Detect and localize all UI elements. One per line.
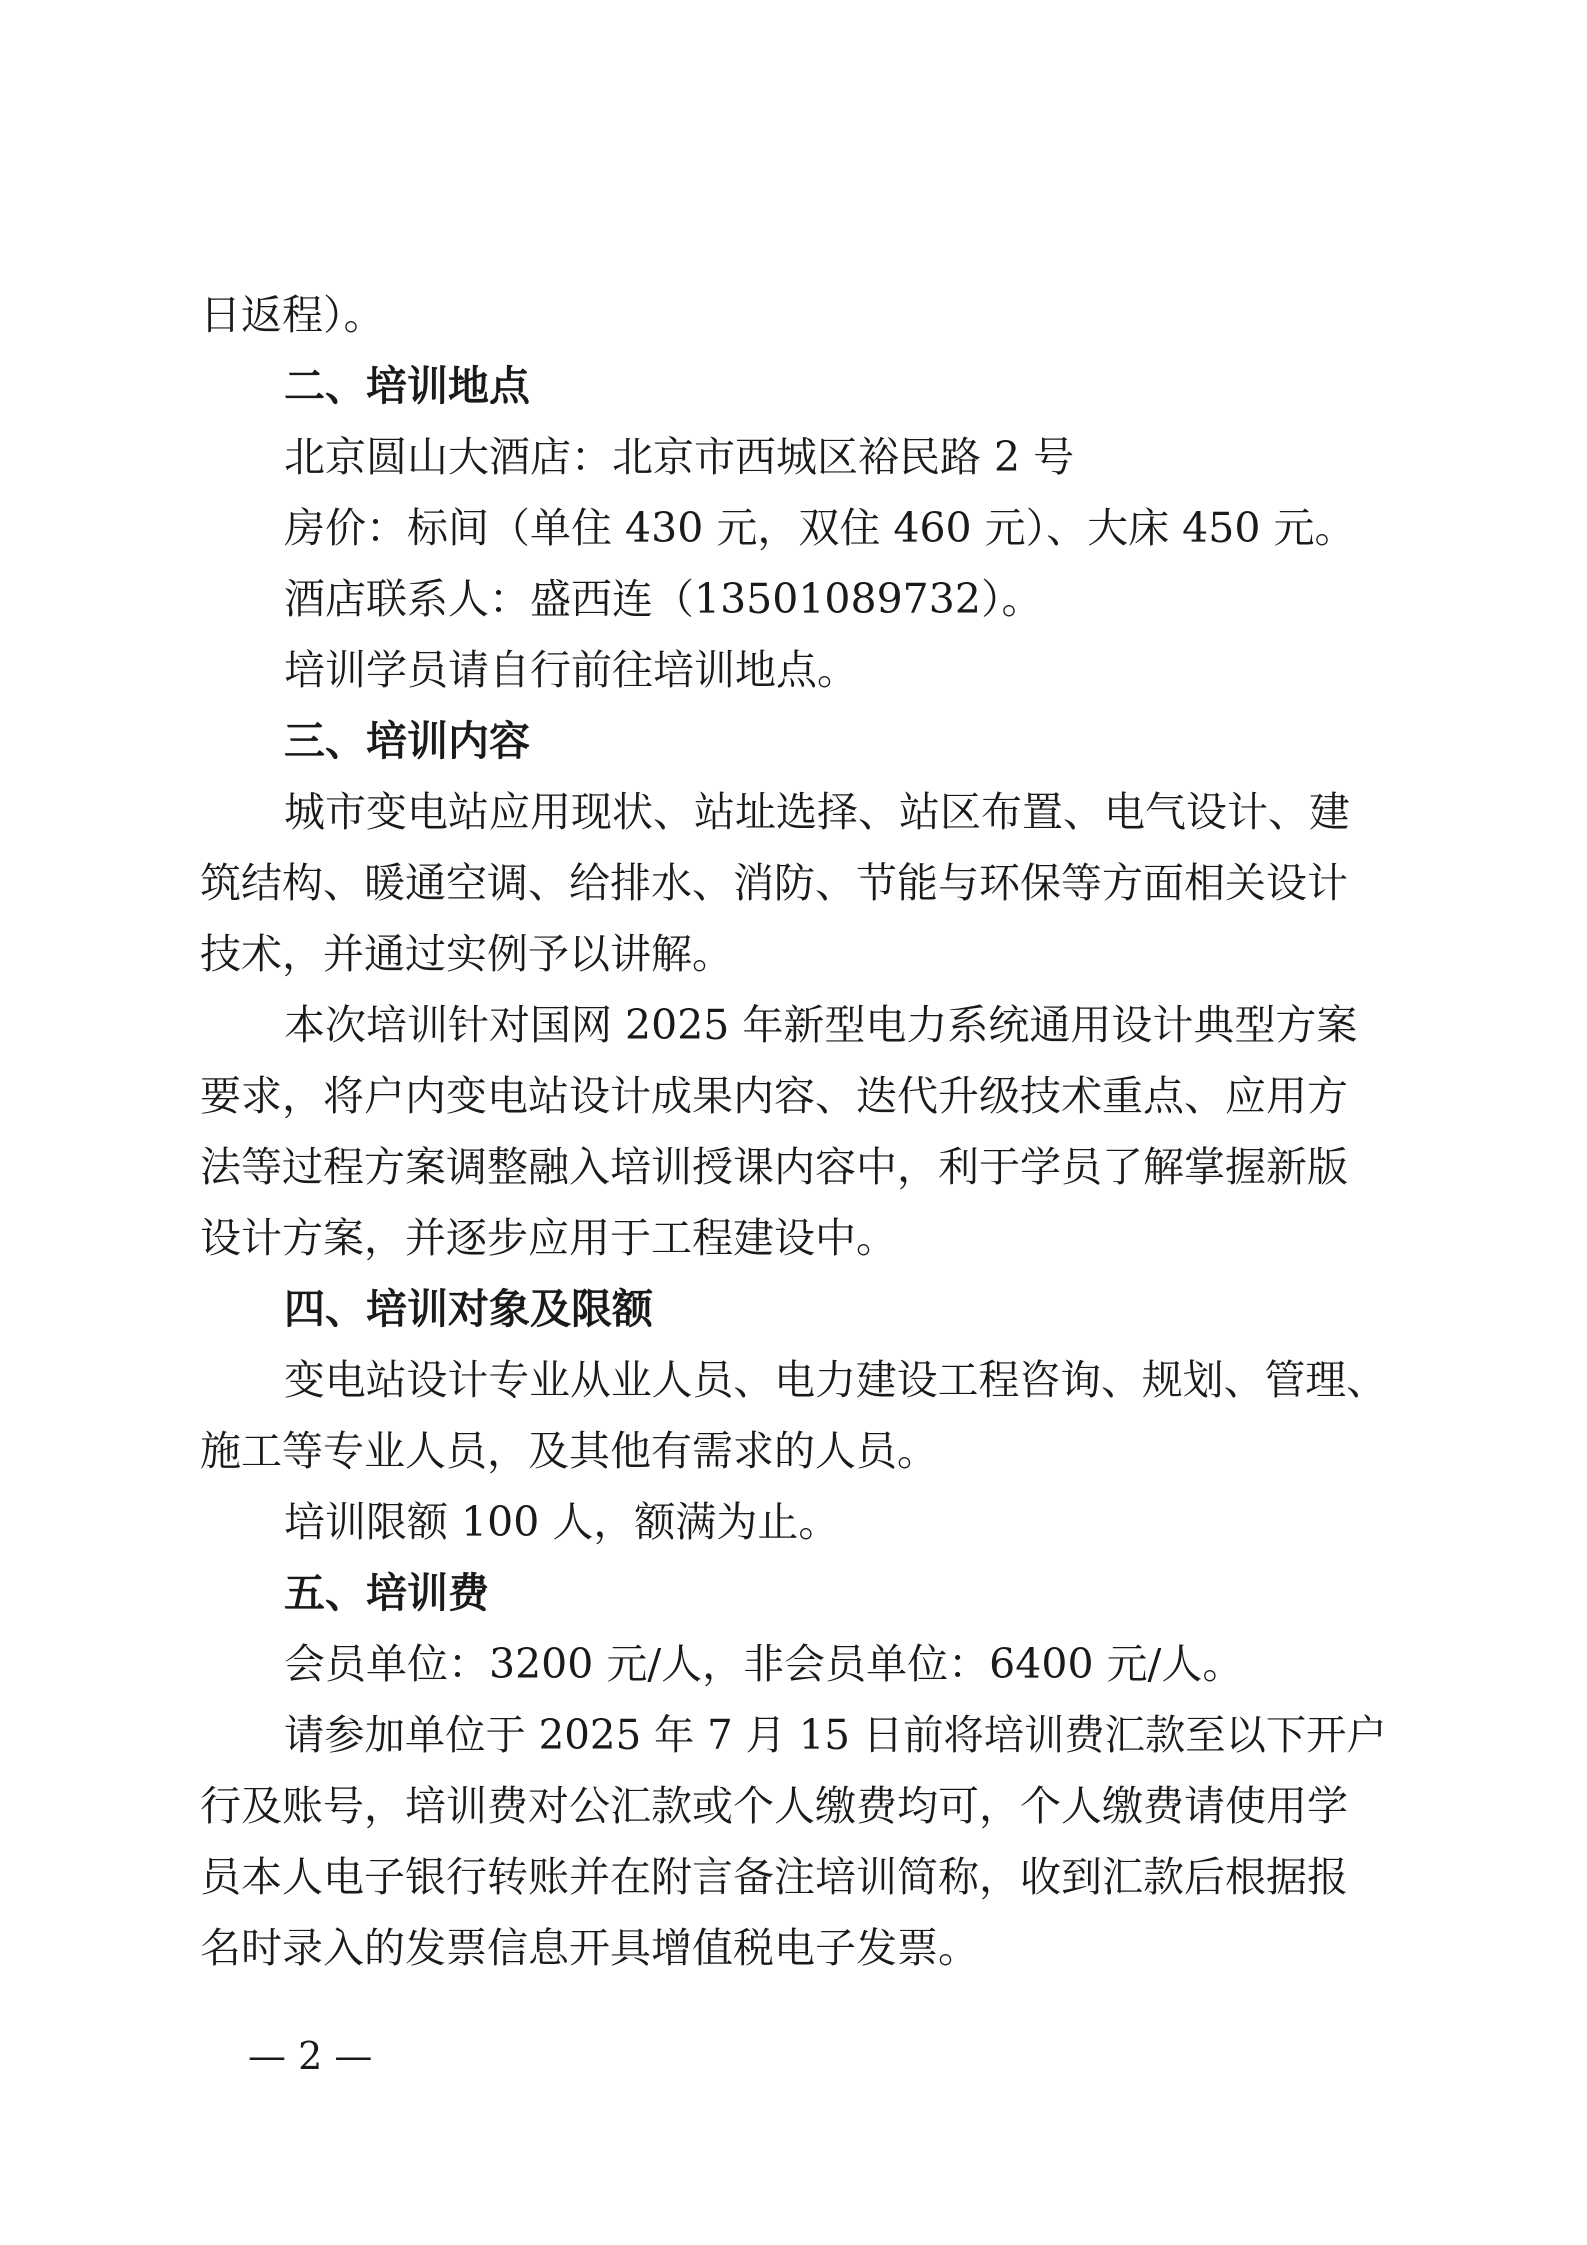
text-line: 北京圆山大酒店：北京市西城区裕民路 2 号 (284, 433, 1075, 481)
text-line: 筑结构、暖通空调、给排水、消防、节能与环保等方面相关设计 (200, 859, 1348, 907)
text-line: 行及账号，培训费对公汇款或个人缴费均可，个人缴费请使用学 (200, 1782, 1348, 1830)
section-heading-audience: 四、培训对象及限额 (284, 1285, 653, 1333)
text-line: 城市变电站应用现状、站址选择、站区布置、电气设计、建 (284, 788, 1350, 836)
text-line: 培训限额 100 人，额满为止。 (284, 1498, 840, 1546)
text-line: 变电站设计专业从业人员、电力建设工程咨询、规划、管理、 (284, 1356, 1387, 1404)
section-heading-content: 三、培训内容 (284, 717, 530, 765)
section-heading-fee: 五、培训费 (284, 1569, 489, 1617)
text-line: 会员单位：3200 元/人，非会员单位：6400 元/人。 (284, 1640, 1244, 1688)
text-line: 名时录入的发票信息开具增值税电子发票。 (200, 1924, 979, 1972)
text-line: 员本人电子银行转账并在附言备注培训简称，收到汇款后根据报 (200, 1853, 1348, 1901)
text-line: 技术，并通过实例予以讲解。 (200, 930, 733, 978)
text-line: 培训学员请自行前往培训地点。 (284, 646, 858, 694)
text-line: 法等过程方案调整融入培训授课内容中，利于学员了解掌握新版 (200, 1143, 1348, 1191)
text-line: 房价：标间（单住 430 元，双住 460 元）、大床 450 元。 (284, 504, 1356, 552)
section-heading-location: 二、培训地点 (284, 362, 530, 410)
text-line: 酒店联系人：盛西连（13501089732）。 (284, 575, 1043, 623)
page-number: — 2 — (248, 2034, 373, 2078)
text-line: 要求，将户内变电站设计成果内容、迭代升级技术重点、应用方 (200, 1072, 1348, 1120)
text-line: 请参加单位于 2025 年 7 月 15 日前将培训费汇款至以下开户 (284, 1711, 1387, 1759)
text-line: 本次培训针对国网 2025 年新型电力系统通用设计典型方案 (284, 1001, 1358, 1049)
text-line: 日返程）。 (200, 291, 385, 339)
text-line: 施工等专业人员，及其他有需求的人员。 (200, 1427, 938, 1475)
text-line: 设计方案，并逐步应用于工程建设中。 (200, 1214, 897, 1262)
